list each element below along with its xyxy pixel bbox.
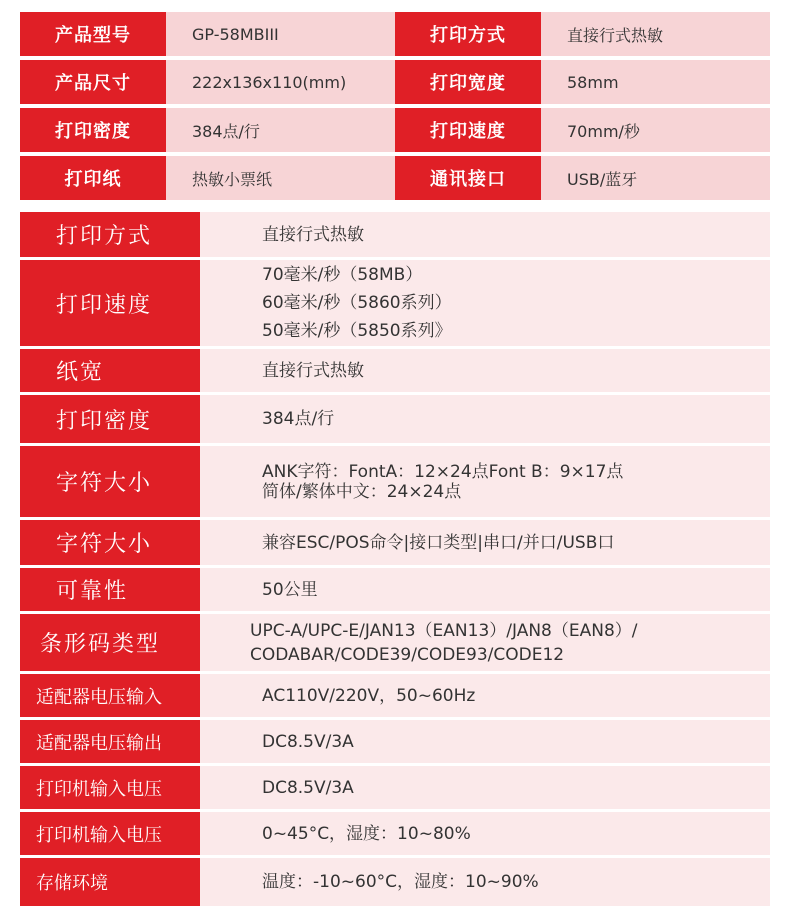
spec-row: [20, 260, 770, 346]
summary-row: [20, 156, 770, 200]
spec-value-line: 70毫米/秒（58MB）: [262, 265, 423, 285]
spec-value: [200, 446, 770, 517]
spec-label: 字符大小: [20, 520, 200, 565]
spec-label: 字符大小: [20, 446, 200, 517]
spec-value-line: DC8.5V/3A: [262, 731, 354, 752]
spec-value: [200, 720, 770, 763]
spec-value-line: 简体/繁体中文：24×24点: [262, 481, 462, 502]
spec-value: [200, 568, 770, 611]
spec-value: [200, 260, 770, 346]
summary-label: 打印纸: [20, 156, 166, 200]
spec-row: [20, 568, 770, 611]
spec-value: [200, 674, 770, 717]
spec-label: 存储环境: [20, 858, 200, 906]
spec-label: 打印机输入电压: [20, 812, 200, 855]
summary-cell: [395, 60, 770, 104]
summary-cell: [20, 108, 395, 152]
spec-value-line: UPC-A/UPC-E/JAN13（EAN13）/JAN8（EAN8）/: [250, 620, 638, 641]
spec-label: 适配器电压输入: [20, 674, 200, 717]
spec-value-line: 直接行式热敏: [262, 360, 364, 381]
spec-value: [200, 395, 770, 443]
summary-value: 222x136x110(mm): [166, 60, 395, 104]
summary-value: 58mm: [541, 60, 770, 104]
spec-row: [20, 720, 770, 763]
spec-value-line: ANK字符：FontA：12×24点Font B：9×17点: [262, 461, 624, 482]
spec-value-line: 50公里: [262, 579, 318, 600]
spec-label: 适配器电压输出: [20, 720, 200, 763]
spec-value-line: CODABAR/CODE39/CODE93/CODE12: [250, 644, 565, 665]
summary-row: [20, 12, 770, 56]
spec-value-line: AC110V/220V，50~60Hz: [262, 685, 476, 706]
spec-value: [200, 349, 770, 392]
spec-row: [20, 349, 770, 392]
summary-value: 热敏小票纸: [166, 156, 395, 200]
summary-grid: [20, 12, 770, 204]
summary-label: 产品型号: [20, 12, 166, 56]
spec-label: 纸宽: [20, 349, 200, 392]
summary-label: 通讯接口: [395, 156, 541, 200]
summary-value: 直接行式热敏: [541, 12, 770, 56]
summary-cell: [395, 156, 770, 200]
spec-row: [20, 520, 770, 565]
summary-cell: [395, 108, 770, 152]
spec-row: [20, 812, 770, 855]
summary-label: 打印宽度: [395, 60, 541, 104]
summary-cell: [20, 12, 395, 56]
spec-value-line: 温度：-10~60°C，湿度：10~90%: [262, 872, 539, 892]
spec-label: 打印机输入电压: [20, 766, 200, 809]
spec-table: [20, 212, 770, 909]
spec-value-line: DC8.5V/3A: [262, 777, 354, 798]
spec-label: 打印方式: [20, 212, 200, 257]
spec-label: 条形码类型: [20, 614, 200, 671]
summary-cell: [20, 60, 395, 104]
summary-row: [20, 60, 770, 104]
spec-row: [20, 212, 770, 257]
summary-value: USB/蓝牙: [541, 156, 770, 200]
spec-row: [20, 395, 770, 443]
spec-row: [20, 858, 770, 906]
spec-row: [20, 674, 770, 717]
spec-value: [200, 858, 770, 906]
spec-label: 打印密度: [20, 395, 200, 443]
spec-value: [200, 520, 770, 565]
spec-label: 可靠性: [20, 568, 200, 611]
summary-label: 产品尺寸: [20, 60, 166, 104]
summary-value: 70mm/秒: [541, 108, 770, 152]
spec-value-line: 384点/行: [262, 409, 335, 429]
spec-value: [200, 212, 770, 257]
spec-value-line: 兼容ESC/POS命令|接口类型|串口/并口/USB口: [262, 532, 615, 553]
summary-cell: [395, 12, 770, 56]
spec-row: [20, 614, 770, 671]
spec-value: [200, 766, 770, 809]
spec-label: 打印速度: [20, 260, 200, 346]
spec-value-line: 60毫米/秒（5860系列）: [262, 293, 452, 313]
summary-cell: [20, 156, 395, 200]
spec-value-line: 直接行式热敏: [262, 224, 364, 245]
summary-value: 384点/行: [166, 108, 395, 152]
spec-value-line: 0~45°C，湿度：10~80%: [262, 823, 471, 844]
summary-value: GP-58MBIII: [166, 12, 395, 56]
spec-value-line: 50毫米/秒（5850系列》: [262, 321, 452, 341]
summary-label: 打印方式: [395, 12, 541, 56]
summary-label: 打印密度: [20, 108, 166, 152]
summary-row: [20, 108, 770, 152]
spec-row: [20, 446, 770, 517]
spec-row: [20, 766, 770, 809]
summary-label: 打印速度: [395, 108, 541, 152]
spec-value: [200, 812, 770, 855]
spec-value: [200, 614, 770, 671]
